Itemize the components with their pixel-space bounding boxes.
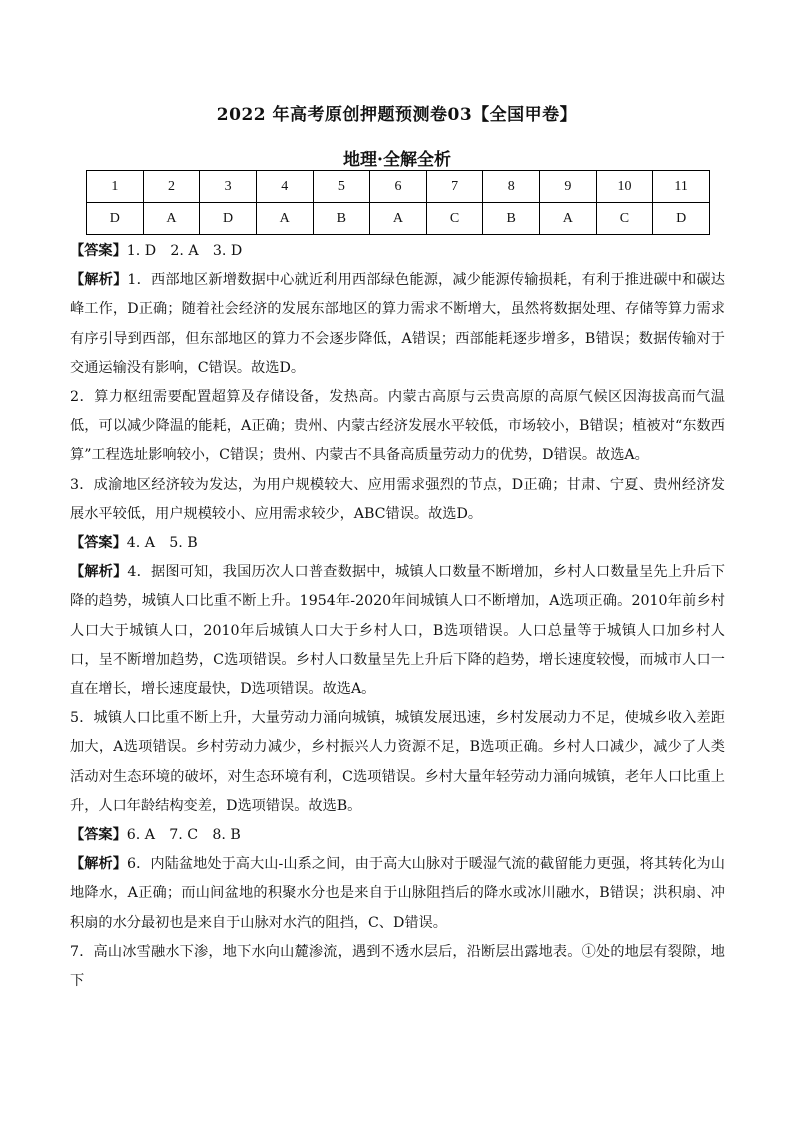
analysis-tag: 【解析】 <box>70 272 128 289</box>
table-cell-number: 3 <box>200 171 257 203</box>
answer-tag: 【答案】 <box>70 535 127 552</box>
table-cell-answer: D <box>87 203 144 235</box>
table-cell-answer: D <box>653 203 710 235</box>
table-cell-number: 8 <box>483 171 540 203</box>
table-cell-answer: B <box>483 203 540 235</box>
table-cell-number: 4 <box>256 171 313 203</box>
analysis-text: 1．西部地区新增数据中心就近利用西部绿色能源，减少能源传输损耗，有利于推进碳中和碳达峰工作，D正确；随着社会经济的发展东部地区的算力需求不断增大，虽然将数据处理、存储等算力需求有序引导到西部，但东部地区的算力不会逐步降低，A错误；西部能耗逐步增多，B错误；数据传输对于交通运输没有影响，C错误。故选D。 <box>70 272 725 376</box>
table-cell-answer: C <box>596 203 653 235</box>
table-cell-number: 2 <box>143 171 200 203</box>
analysis-paragraph <box>70 850 725 938</box>
analysis-text: 6．内陆盆地处于高大山-山系之间，由于高大山脉对于暖湿气流的截留能力更强，将其转化为山地降水，A正确；而山间盆地的积聚水分也是来自于山脉阻挡后的降水或冰川融水，B错误；洪积扇、冲积扇的水分最初也是来自于山脉对水汽的阻挡，C、D错误。 <box>70 856 725 931</box>
page-subtitle: 地理·全解全析 <box>343 150 451 170</box>
analysis-paragraph <box>70 558 725 704</box>
analysis-paragraph: 2．算力枢纽需要配置超算及存储设备，发热高。内蒙古高原与云贵高原的高原气候区因海拔高而气温低，可以减少降温的能耗，A正确；贵州、内蒙古经济发展水平较低，市场较小，B错误；植被对“东数西算”工程选址影响较小，C错误；贵州、内蒙古不具备高质量劳动力的优势，D错误。故选A。 <box>70 389 725 464</box>
table-cell-answer: A <box>370 203 427 235</box>
analysis-tag: 【解析】 <box>70 564 128 581</box>
table-cell-number: 7 <box>426 171 483 203</box>
answer-line <box>70 237 725 266</box>
table-cell-number: 11 <box>653 171 710 203</box>
table-cell-answer: A <box>143 203 200 235</box>
table-cell-number: 9 <box>540 171 597 203</box>
explanation-body <box>70 237 725 996</box>
answer-line <box>70 821 725 850</box>
table-cell-number: 10 <box>596 171 653 203</box>
answer-values: 1. D 2. A 3. D <box>126 243 243 259</box>
table-cell-answer: B <box>313 203 370 235</box>
answer-line <box>70 529 725 558</box>
page-title: 2022 年高考原创押题预测卷03【全国甲卷】 <box>216 105 578 125</box>
table-cell-answer: A <box>256 203 313 235</box>
analysis-paragraph: 5．城镇人口比重不断上升，大量劳动力涌向城镇，城镇发展迅速，乡村发展动力不足，使城乡收入差距加大，A选项错误。乡村劳动力减少，乡村振兴人力资源不足，B选项正确。乡村人口减少，减少了人类活动对生态环境的破坏，对生态环境有利，C选项错误。乡村大量年轻劳动力涌向城镇，老年人口比重上升，人口年龄结构变差，D选项错误。故选B。 <box>70 710 725 814</box>
answer-tag: 【答案】 <box>70 243 127 259</box>
analysis-tag: 【解析】 <box>70 856 127 873</box>
analysis-paragraph <box>70 266 725 383</box>
table-cell-number: 6 <box>370 171 427 203</box>
analysis-paragraph: 7．高山冰雪融水下渗，地下水向山麓渗流，遇到不透水层后，沿断层出露地表。①处的地层有裂隙，地下 <box>70 943 725 990</box>
answer-table-number-row <box>87 171 710 203</box>
table-cell-answer: C <box>426 203 483 235</box>
answer-table-answer-row <box>87 203 710 235</box>
answer-table <box>86 170 710 235</box>
table-cell-number: 1 <box>87 171 144 203</box>
analysis-text: 4．据图可知，我国历次人口普查数据中，城镇人口数量不断增加，乡村人口数量呈先上升后下降的趋势，城镇人口比重不断上升。1954年-2020年间城镇人口不断增加，A选项正确。2010年前乡村人口大于城镇人口，2010年后城镇人口大于乡村人口，B选项错误。人口总量等于城镇人口加乡村人口，呈不断增加趋势，C选项错误。乡村人口数量呈先上升后下降的趋势，增长速度较慢，而城市人口一直在增长，增长速度最快，D选项错误。故选A。 <box>70 564 725 698</box>
answer-values: 4. A 5. B <box>126 535 198 552</box>
analysis-paragraph: 3．成渝地区经济较为发达，为用户规模较大、应用需求强烈的节点，D正确；甘肃、宁夏、贵州经济发展水平较低，用户规模较小、应用需求较少，ABC错误。故选D。 <box>70 476 725 522</box>
table-cell-number: 5 <box>313 171 370 203</box>
answer-tag: 【答案】 <box>70 827 127 844</box>
table-cell-answer: A <box>540 203 597 235</box>
table-cell-answer: D <box>200 203 257 235</box>
answer-values: 6. A 7. C 8. B <box>126 827 241 844</box>
